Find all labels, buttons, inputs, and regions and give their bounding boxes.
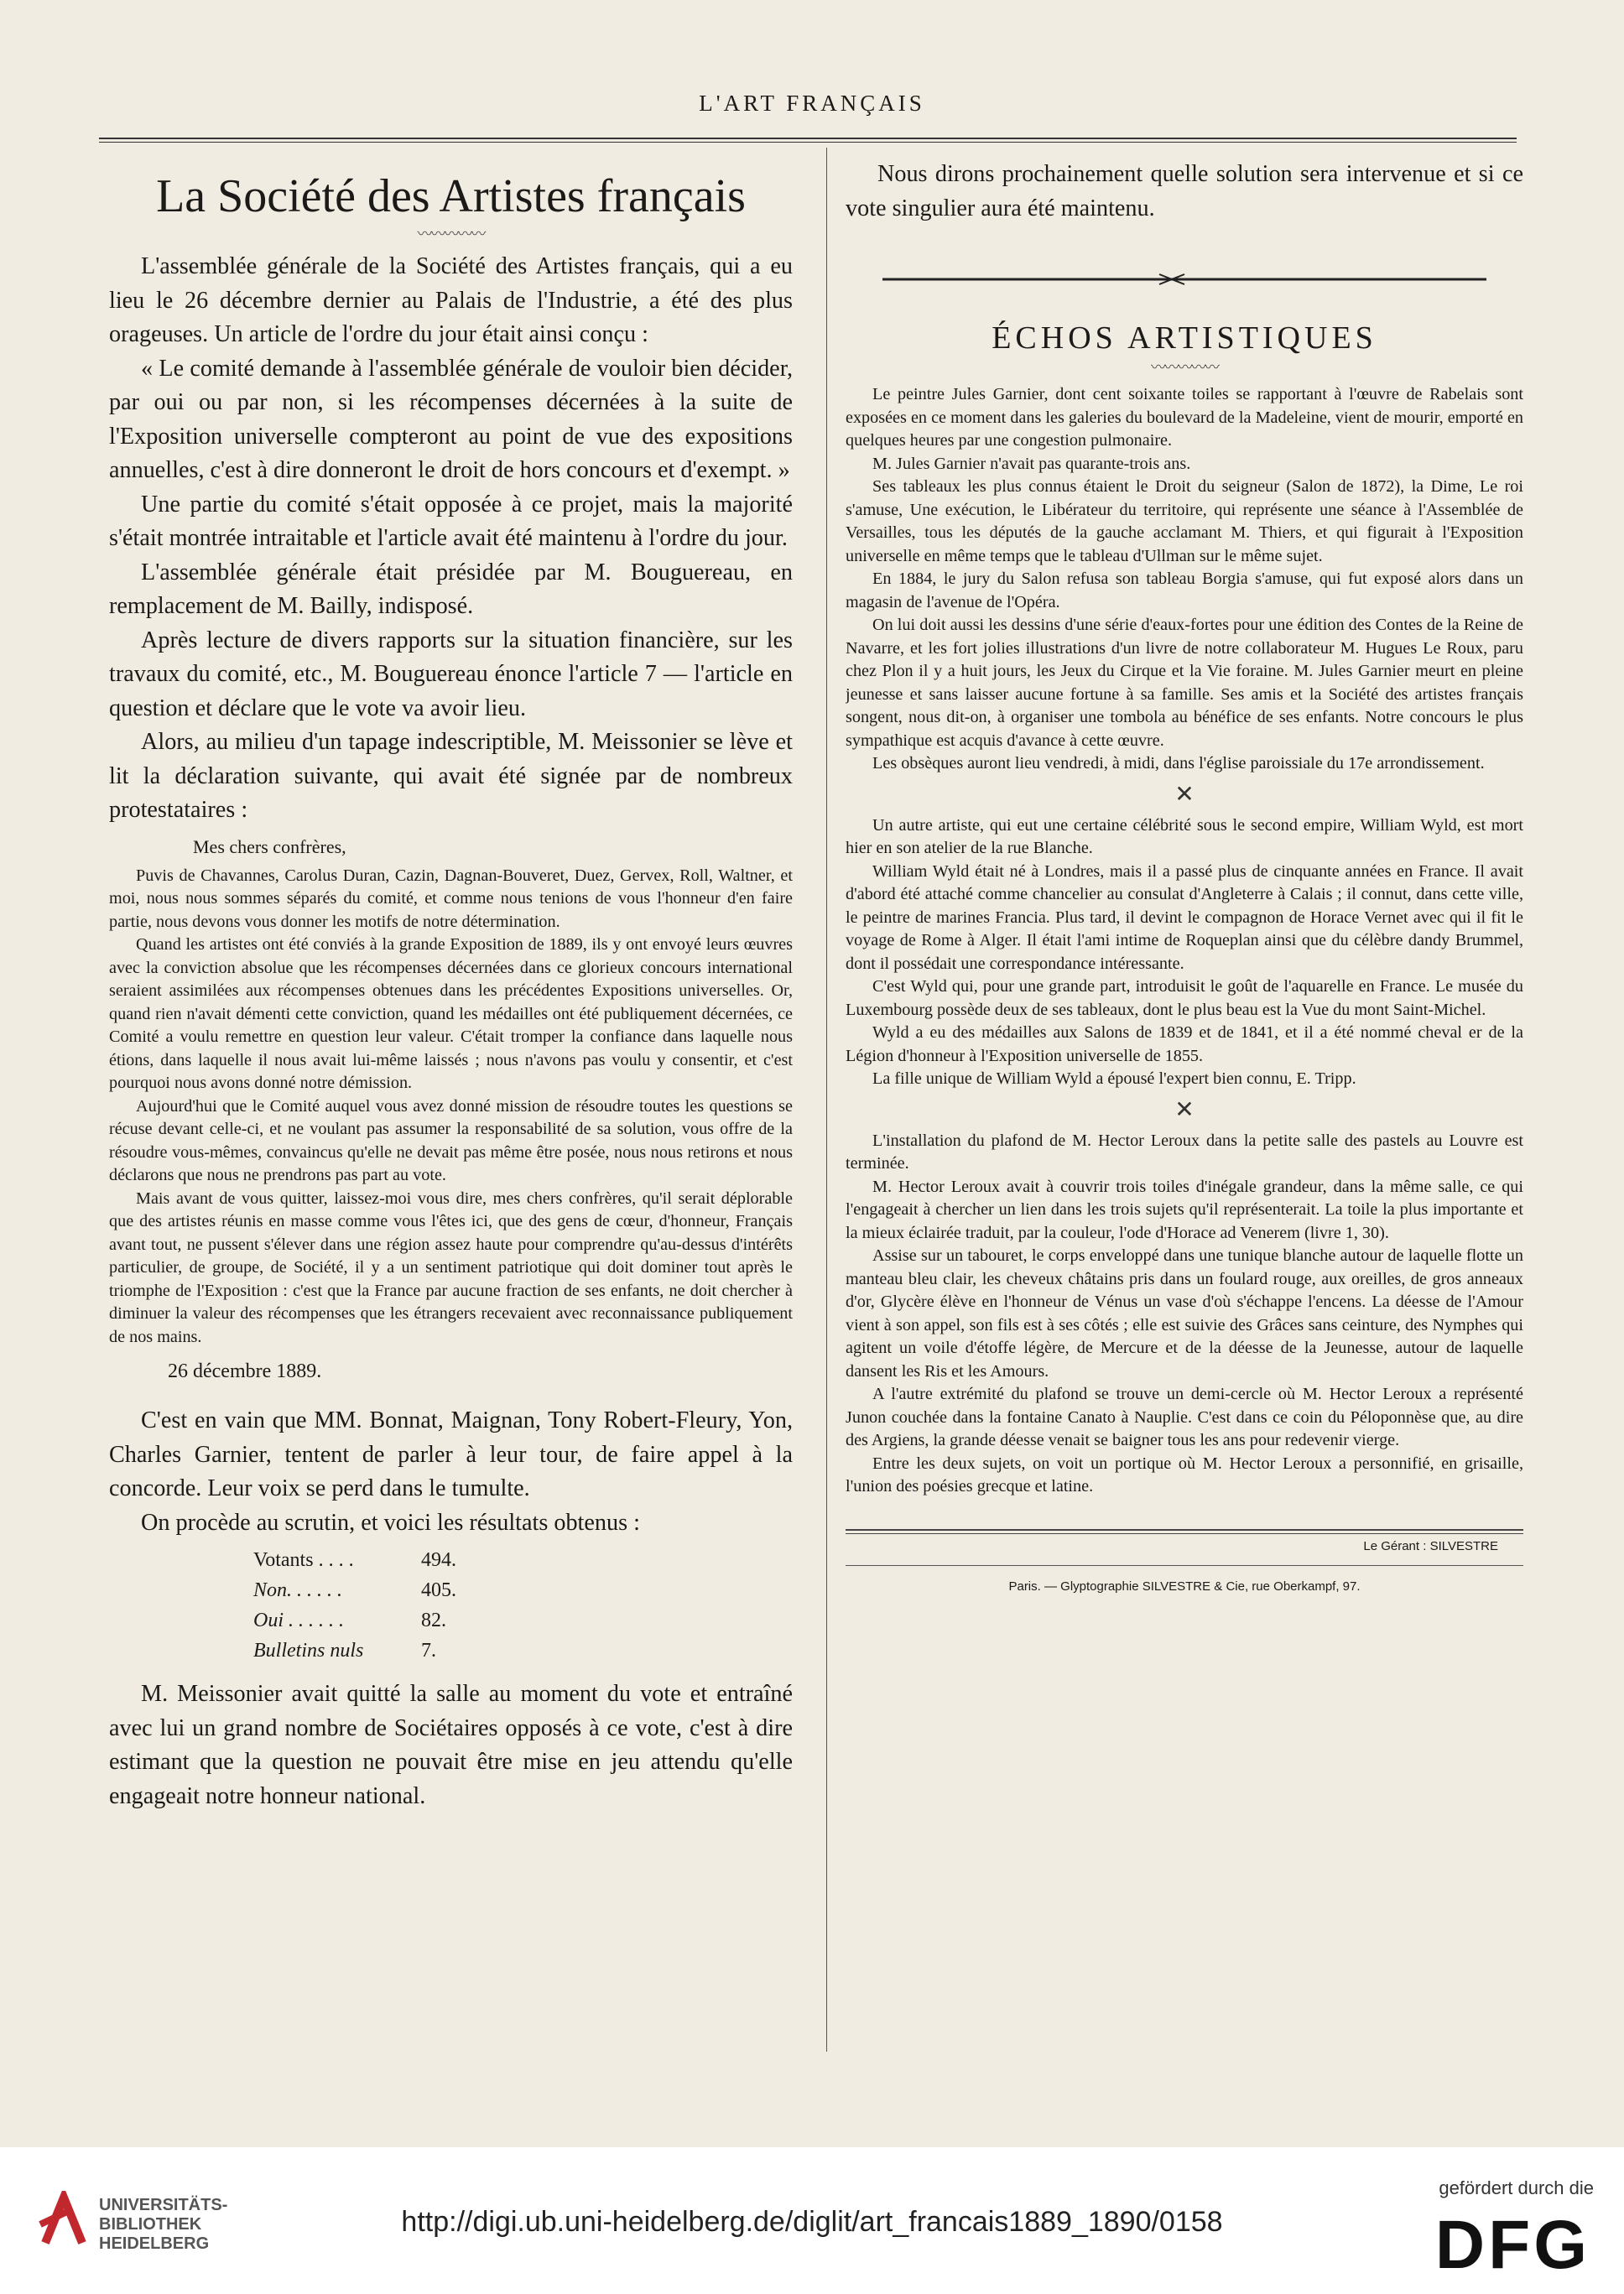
letter-salutation: Mes chers confrères, bbox=[193, 835, 346, 857]
paragraph: L'assemblée générale était présidée par M. Bouguereau, en remplacement de M. Bailly, indisposé. bbox=[109, 559, 793, 619]
imprint-line: Paris. — Glyptographie SILVESTRE & Cie, rue Oberkampf, 97. bbox=[1008, 1579, 1361, 1594]
paragraph: Les obsèques auront lieu vendredi, à midi, dans l'église paroissiale du 17e arrondissement. bbox=[872, 754, 1485, 772]
section-ornament bbox=[882, 273, 1486, 286]
paragraph: Le peintre Jules Garnier, dont cent soixante toiles se rapportant à l'œuvre de Rabelais sont exposées en ce moment dans les galeries du boulevard de la Madeleine, vient de mourir, emporté en quelques heures par une congestion pulmonaire. bbox=[846, 385, 1523, 450]
paragraph: La fille unique de William Wyld a épousé l'expert bien connu, E. Tripp. bbox=[872, 1069, 1356, 1088]
section-title: ÉCHOS ARTISTIQUES bbox=[992, 320, 1377, 356]
paragraph: Assise sur un tabouret, le corps enveloppé dans une tunique blanche autour de laquelle flotte un manteau bleu clair, les cheveux châtains pris dans un foulard rouge, aux oreilles, de gros anneaux d'or, Glycère élève en l'honneur de Vénus un vase d'où s'échappe l'encens. La déesse de l'Amour vient à son appel, son fils est à ses côtés ; elle est suivie des Grâces sans ceinture, des Nymphes qui agitent un voile d'étoffe légère, de Mercure et de la déesse de la Jeunesse, autour de laquelle dansent les Ris et les Amours. bbox=[846, 1246, 1523, 1381]
colophon-rule bbox=[846, 1529, 1523, 1534]
letter-paragraph: Aujourd'hui que le Comité auquel vous avez donné mission de résoudre toutes les questions se récuse devant celle-ci, et ne voulant pas assumer la responsabilité de sa solution, vous offre de la résoudre vous-mêmes, convaincus qu'elle ne devait pas même être posée, nous nous retirons et nous déclarons que nous ne prendrons pas part au vote. bbox=[109, 1096, 793, 1184]
imprint-rule bbox=[846, 1565, 1523, 1566]
article-title: La Société des Artistes français bbox=[156, 170, 746, 222]
paragraph: En 1884, le jury du Salon refusa son tableau Borgia s'amuse, qui fut exposé alors dans un magasin de l'avenue de l'Opéra. bbox=[846, 570, 1523, 611]
paragraph: On procède au scrutin, et voici les résultats obtenus : bbox=[141, 1509, 640, 1536]
section-title-ornament: 〰〰〰〰〰 bbox=[1151, 359, 1218, 376]
letter-paragraph: Puvis de Chavannes, Carolus Duran, Cazin, Dagnan-Bouveret, Duez, Gervex, Roll, Waltner, et moi, nous nous sommes séparés du comité, et comme nous tenions de vous l'honneur d'en faire partie, nous devons vous donner les motifs de notre détermination. bbox=[109, 866, 793, 931]
viewer-footer bbox=[0, 2147, 1624, 2294]
dfg-logo: DFG bbox=[1434, 2207, 1590, 2283]
funding-note: gefördert durch die bbox=[1439, 2177, 1594, 2198]
letter-paragraph: Mais avant de vous quitter, laissez-moi vous dire, mes chers confrères, qu'il serait déplorable que des artistes réunis en masse comme vous l'êtes ici, que des gens de cœur, d'honneur, Français avant tout, ne pussent s'élever dans une région assez haute pour comprendre qu'au-dessus d'intérêts particulier, de groupe, de Société, il y a un sentiment patriotique qui doit dominer tout après le triomphe de l'Exposition : c'est que la France par aucune fraction de ses enfants, ne doit chercher à diminuer la valeur des récompenses que les étrangers recevaient avec reconnaissance publiquement de nos mains. bbox=[109, 1189, 793, 1346]
result-row: Bulletins nuls 7. bbox=[253, 1640, 436, 1662]
paragraph: M. Meissonier avait quitté la salle au moment du vote et entraîné avec lui un grand nombre de Sociétaires opposés à ce vote, c'est à dire estimant que la question ne pouvait être mise en jeu attendu qu'elle engageait notre honneur national. bbox=[109, 1681, 793, 1809]
running-title: L'ART FRANÇAIS bbox=[699, 91, 925, 116]
letter-paragraph: Quand les artistes ont été conviés à la grande Exposition de 1889, ils y ont envoyé leurs œuvres avec la conviction absolue que les récompenses décernées dans ce glorieux concours international seraient assimilées aux récompenses obtenues dans les précédentes Expositions universelles. Or, quand rien n'avait démenti cette conviction, quand les médailles ont été publiquement décernées, ce Comité a voulu remettre en question leur valeur. C'était tromper la confiance dans laquelle nous étions, dans laquelle il nous avait lui-même laissés ; nous n'avons pas voulu y consentir, et c'est pourquoi nous avons donné notre démission. bbox=[109, 935, 793, 1092]
paragraph: Wyld a eu des médailles aux Salons de 1839 et de 1841, et il a été nommé cheval er de la Légion d'honneur à l'Exposition universelle de 1855. bbox=[846, 1023, 1523, 1065]
paragraph: Nous dirons prochainement quelle solution sera intervenue et si ce vote singulier aura été maintenu. bbox=[846, 161, 1523, 221]
permalink[interactable]: http://digi.ub.uni-heidelberg.de/diglit/art_francais1889_1890/0158 bbox=[401, 2206, 1223, 2238]
vote-results bbox=[253, 1545, 793, 1666]
left-column bbox=[109, 158, 793, 2078]
result-row: Non. . . . . . 405. bbox=[253, 1579, 456, 1601]
separator-mark: ✕ bbox=[1174, 781, 1195, 808]
paragraph: « Le comité demande à l'assemblée générale de vouloir bien décider, par oui ou par non, si les récompenses décernées à la suite de l'Exposition universelle compteront au point de vue des expositions annuelles, c'est à dire donneront le droit de hors concours et d'exempt. » bbox=[109, 355, 793, 483]
paragraph: C'est en vain que MM. Bonnat, Maignan, Tony Robert-Fleury, Yon, Charles Garnier, tentent de parler à leur tour, de faire appel à la concorde. Leur voix se perd dans le tumulte. bbox=[109, 1407, 793, 1501]
paragraph: Une partie du comité s'était opposée à ce projet, mais la majorité s'était montrée intraitable et l'article avait été maintenu à l'ordre du jour. bbox=[109, 491, 793, 551]
paragraph: L'installation du plafond de M. Hector Leroux dans la petite salle des pastels au Louvre est terminée. bbox=[846, 1131, 1523, 1173]
separator-mark: ✕ bbox=[1174, 1096, 1195, 1123]
right-column bbox=[846, 158, 1523, 2078]
header-rule bbox=[99, 138, 1517, 143]
column-divider bbox=[826, 148, 827, 2052]
paragraph: M. Hector Leroux avait à couvrir trois toiles d'inégale grandeur, dans la même salle, ce qui l'engageait à chercher un lien dans les trois sujets qu'il représenterait. La toile la plus importante et la mieux éclairée traduit, par la couleur, l'ode d'Horace ad Venerem (livre 1, 30). bbox=[846, 1177, 1523, 1242]
paragraph: Un autre artiste, qui eut une certaine célébrité sous le second empire, William Wyld, est mort hier en son atelier de la rue Blanche. bbox=[846, 815, 1523, 857]
letter-date: 26 décembre 1889. bbox=[168, 1360, 322, 1382]
paragraph: On lui doit aussi les dessins d'une série d'eaux-fortes pour une édition des Contes de la Reine de Navarre, et les fort jolies illustrations d'un livre de notre collaborateur M. Hugues Le Roux, paru chez Plon il y a huit jours, les Jeux du Cirque et la Vie foraine. M. Jules Garnier meurt en pleine jeunesse et sans laisser aucune fortune à sa famille. Ses amis et la Société des artistes français songent, nous dit-on, à organiser une tombola au bénéfice de ses enfants. Notre concours le plus sympathique est acquis d'avance à cette œuvre. bbox=[846, 616, 1523, 750]
paragraph: Entre les deux sujets, on voit un portique où M. Hector Leroux a personnifié, en grisaille, l'union des poésies grecque et latine. bbox=[846, 1454, 1523, 1496]
title-ornament: 〰〰〰〰〰 bbox=[417, 226, 485, 242]
paragraph: C'est Wyld qui, pour une grande part, introduisit le goût de l'aquarelle en France. Le musée du Luxembourg possède deux de ses tableaux, dont le plus beau est la Vue du mont Saint-Michel. bbox=[846, 977, 1523, 1019]
paragraph: L'assemblée générale de la Société des Artistes français, qui a eu lieu le 26 décembre dernier au Palais de l'Industrie, a été des plus orageuses. Un article de l'ordre du jour était ainsi conçu : bbox=[109, 253, 793, 347]
result-row: Votants . . . . 494. bbox=[253, 1549, 456, 1571]
paragraph: William Wyld était né à Londres, mais il a passé plus de cinquante années en France. Il avait d'abord été attaché comme chancelier au consulat d'Angleterre à Calais ; il connut, dans cette ville, le peintre de marines Francia. Plus tard, il devint le compagnon de Horace Vernet avec qui il fit le voyage de Rome à Alger. Il était l'ami intime de Roqueplan ainsi que du célèbre dandy Brummel, dont il possédait une correspondance intéressante. bbox=[846, 861, 1523, 973]
gerant-line: Le Gérant : SILVESTRE bbox=[1363, 1538, 1498, 1553]
paragraph: Ses tableaux les plus connus étaient le Droit du seigneur (Salon de 1872), la Dime, Le roi s'amuse, Une exécution, le Libérateur du territoire, qui représente une séance à l'Assemblée de Versailles, tous les députés de la gauche acclamant M. Thiers, et qui figurait à l'Exposition universelle en même temps que le tableau d'Ullman sur le même sujet. bbox=[846, 477, 1523, 565]
paragraph: Alors, au milieu d'un tapage indescriptible, M. Meissonier se lève et lit la déclaration suivante, qui avait été signée par de nombreux protestataires : bbox=[109, 729, 793, 823]
paragraph: M. Jules Garnier n'avait pas quarante-trois ans. bbox=[872, 454, 1191, 473]
paragraph: Après lecture de divers rapports sur la situation financière, sur les travaux du comité, etc., M. Bouguereau énonce l'article 7 — l'article en question et déclare que le vote va avoir lieu. bbox=[109, 627, 793, 721]
library-name: UNIVERSITÄTS- BIBLIOTHEK HEIDELBERG bbox=[99, 2196, 228, 2253]
paragraph: A l'autre extrémité du plafond se trouve un demi-cercle où M. Hector Leroux a représenté Junon couchée dans la fontaine Canato à Nauplie. C'est dans ce coin du Péloponnèse que, au dire des Argiens, la grande déesse venait se baigner tous les ans pour redevenir vierge. bbox=[846, 1385, 1523, 1449]
result-row: Oui . . . . . . 82. bbox=[253, 1610, 446, 1631]
